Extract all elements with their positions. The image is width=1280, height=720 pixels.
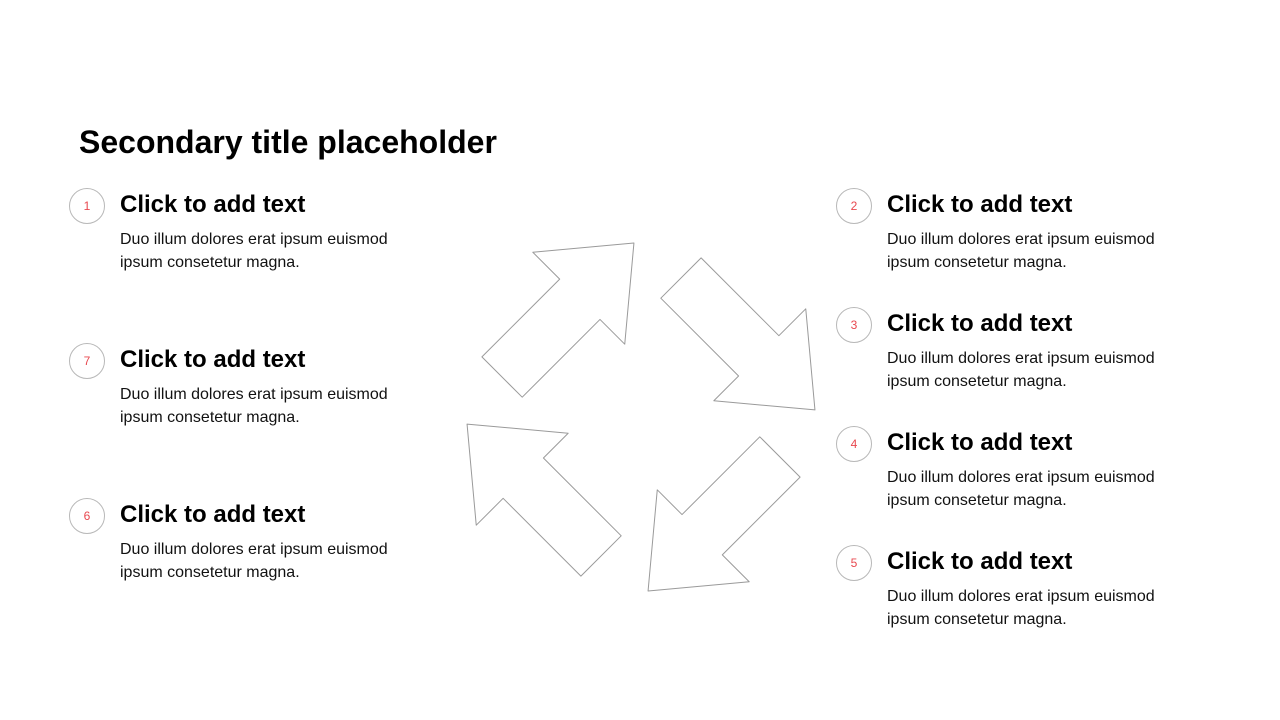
item-description[interactable]: Duo illum dolores erat ipsum euismod ipsum consetetur magna. (120, 231, 388, 271)
item-heading[interactable]: Click to add text (887, 191, 1073, 218)
number-badge: 7 (69, 343, 105, 379)
item-heading[interactable]: Click to add text (120, 501, 306, 528)
page-title: Secondary title placeholder (79, 124, 497, 160)
number-badge: 2 (836, 188, 872, 224)
cycle-arrow-icon (455, 222, 680, 422)
cycle-arrow-icon (446, 378, 646, 603)
item-description[interactable]: Duo illum dolores erat ipsum euismod ipsum consetetur magna. (120, 386, 388, 426)
item-heading[interactable]: Click to add text (887, 548, 1073, 575)
item-heading[interactable]: Click to add text (887, 429, 1073, 456)
number-badge: 1 (69, 188, 105, 224)
cycle-arrow-icon (602, 412, 827, 612)
item-description[interactable]: Duo illum dolores erat ipsum euismod ipsum consetetur magna. (887, 350, 1155, 390)
item-description[interactable]: Duo illum dolores erat ipsum euismod ipsum consetetur magna. (887, 469, 1155, 509)
number-badge: 6 (69, 498, 105, 534)
item-description[interactable]: Duo illum dolores erat ipsum euismod ipsum consetetur magna. (887, 588, 1155, 628)
cycle-arrows-diagram (446, 222, 836, 612)
item-heading[interactable]: Click to add text (120, 346, 306, 373)
item-heading[interactable]: Click to add text (120, 191, 306, 218)
item-description[interactable]: Duo illum dolores erat ipsum euismod ipsum consetetur magna. (120, 541, 388, 581)
number-badge: 4 (836, 426, 872, 462)
number-badge: 3 (836, 307, 872, 343)
item-heading[interactable]: Click to add text (887, 310, 1073, 337)
number-badge: 5 (836, 545, 872, 581)
cycle-arrow-icon (636, 231, 836, 456)
item-description[interactable]: Duo illum dolores erat ipsum euismod ipsum consetetur magna. (887, 231, 1155, 271)
